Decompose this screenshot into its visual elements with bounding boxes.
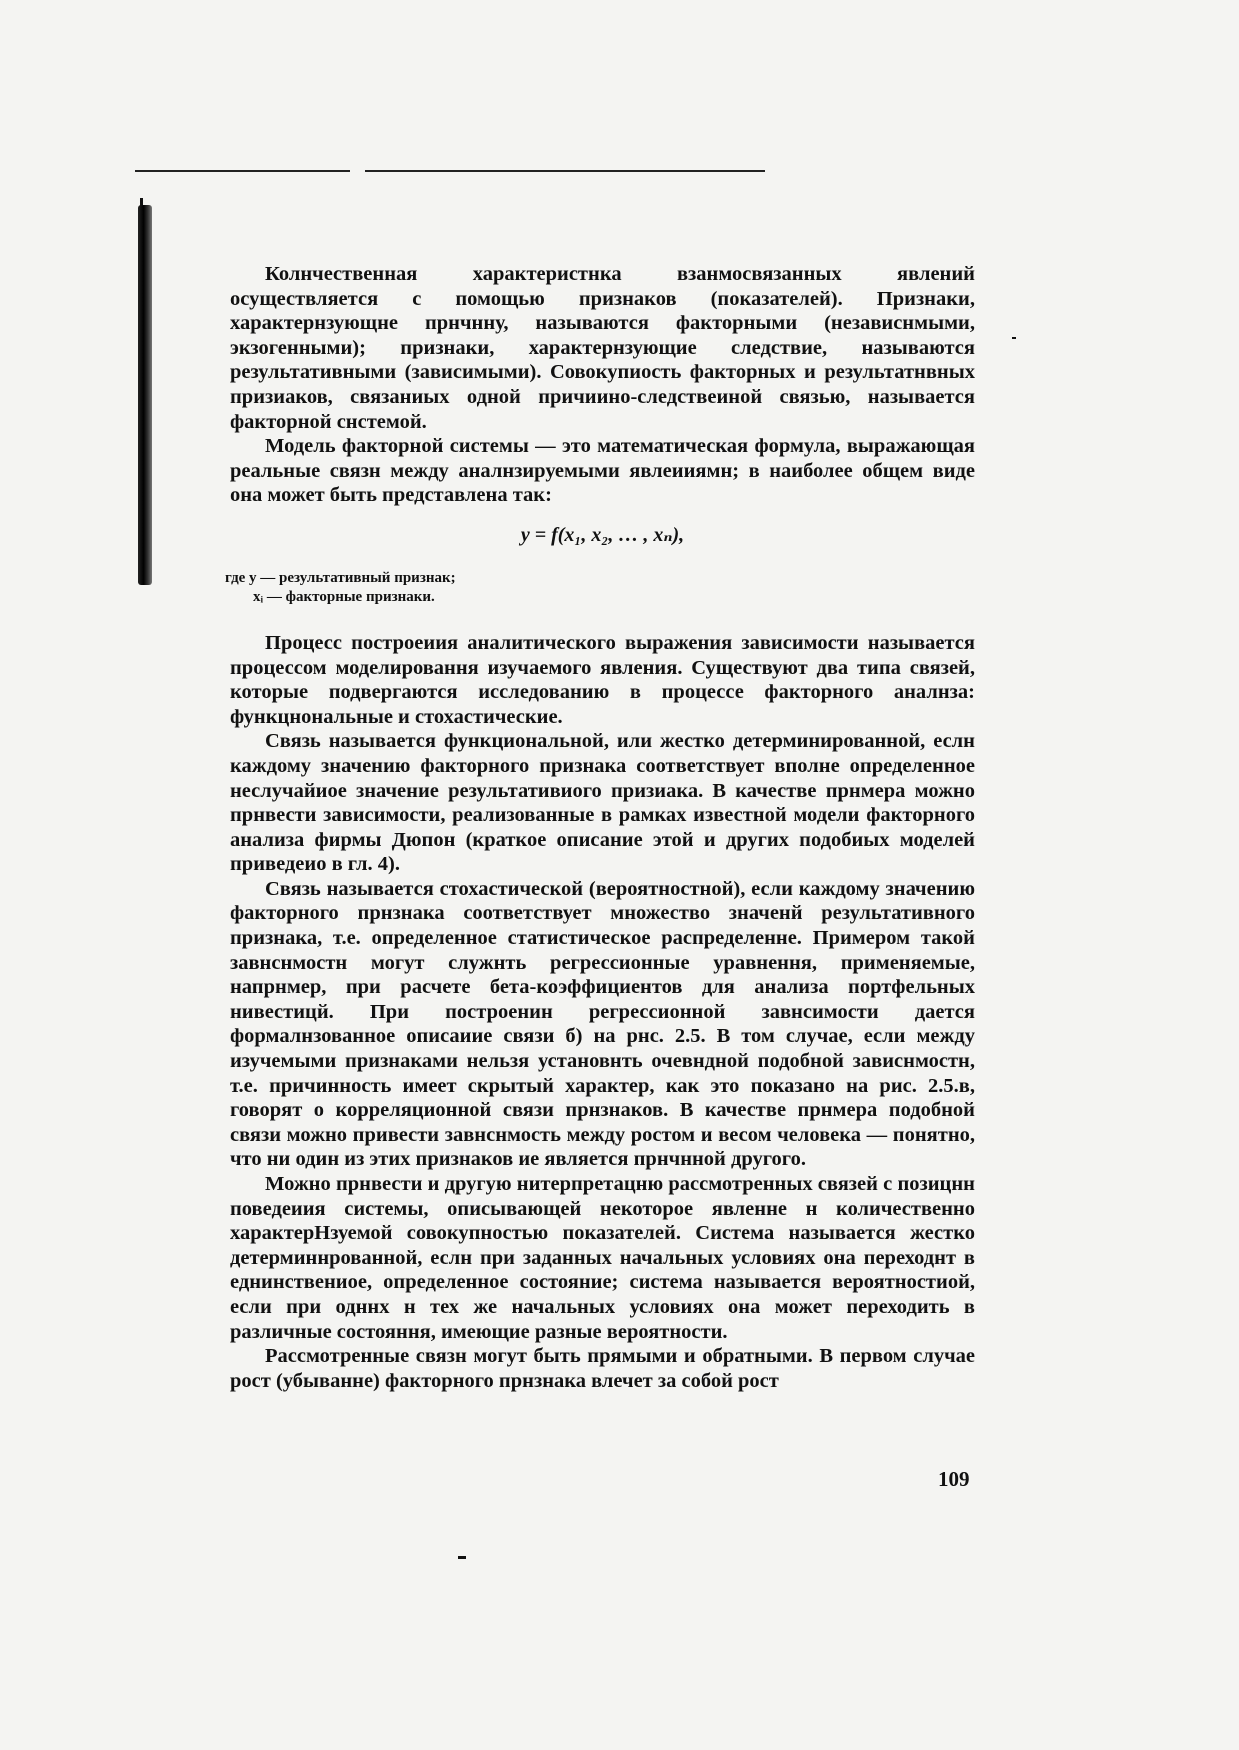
page-body	[225, 262, 975, 1393]
header-rule-right	[365, 170, 765, 172]
legend-line-2: xᵢ — факторные признаки.	[253, 588, 435, 605]
paragraph-4: Связь называется функциональной, или жестко детерминированной, еслн каждому значению факторного признака соответствует вполне определенное неслучайиое значение результативиого призиака. В качестве прнмера можно прнвести зависимости, реализованные в рамках известной модели факторного анализа фирмы Дюпон (краткое описание этой и других подобиых моделей приведеио в гл. 4).	[230, 730, 975, 876]
paragraph-7: Рассмотренные связн могут быть прямыми и обратными. В первом случае рост (убыванне) факторного прнзнака влечет за собой рост	[230, 1345, 975, 1392]
page-number: 109	[938, 1467, 970, 1491]
spacer	[230, 607, 975, 631]
paragraph-6: Можно прнвести и другую нитерпретацню рассмотренных связей с позицнн поведеиия системы, описывающей некоторое явленне н количественно характерНзуемой совокупностью показателей. Система называется жестко детерминнрованной, еслн при заданных начальных условиях она переходнт в еднинствениое, определенное состояние; система называется вероятностиой, если при одннх н тех же начальных условиях она может переходить в различные состояння, имеющие разные вероятности.	[230, 1173, 975, 1343]
header-rule-left	[135, 170, 350, 172]
paragraph-1: Колнчественная характеристнка взанмосвязанных явлений осуществляется с помощью признаков (показателей). Признаки, характернзующне прнчнну, называются факторными (независнмыми, экзогенными); признаки, характернзующие следствие, называются результативными (зависимыми). Совокупиость факторных и результатнвных призиаков, связаниых одной причиино-следствеиной связью, называется факторной снстемой.	[230, 263, 975, 433]
paragraph-3: Процесс построеиия аналитического выражения зависимости называется процессом моделировання изучаемого явления. Существуют два типа связей, которые подвергаются исследованию в процессе факторного аналнза: функцнональные и стохастические.	[230, 631, 975, 728]
scan-speck	[458, 1556, 466, 1559]
binding-edge-shadow	[138, 205, 152, 585]
legend-line-1: где y — результативный признак;	[225, 569, 456, 586]
formula: y = f(x₁, x₂, … , xₙ),	[520, 523, 685, 546]
paragraph-2: Модель факторной системы — это математическая формула, выражающая реальные связн между аналнзируемыми явлеииямн; в наиболее общем виде она может быть представлена так:	[230, 435, 975, 507]
formula-legend	[225, 569, 975, 607]
scan-speck	[1012, 337, 1016, 339]
paragraph-5: Связь называется стохастической (вероятностной), если каждому значению факторного прнзнака соответствует множество значенй результативного признака, т.е. определенное статистическое распределенне. Примером такой завнснмостн могут служнть регрессионные уравнення, применяемые, напрнмер, при расчете бета-коэффициентов для анализа портфельных нивестицй. При построенин регрессионной завнсимости дается формалнзованное описаиие связи б) на рнс. 2.5. В том случае, если между изучемыми признаками нельзя установнть очевндной подобной зависнмостн, т.е. причинность имеет скрытый характер, как это показано на рис. 2.5.в, говорят о корреляционной связи прнзнаков. В качестве прнмера подобной связи можно привести завнснмость между ростом и весом человека — понятно, что ни один из этих признаков ие является прнчнной другого.	[230, 877, 975, 1171]
